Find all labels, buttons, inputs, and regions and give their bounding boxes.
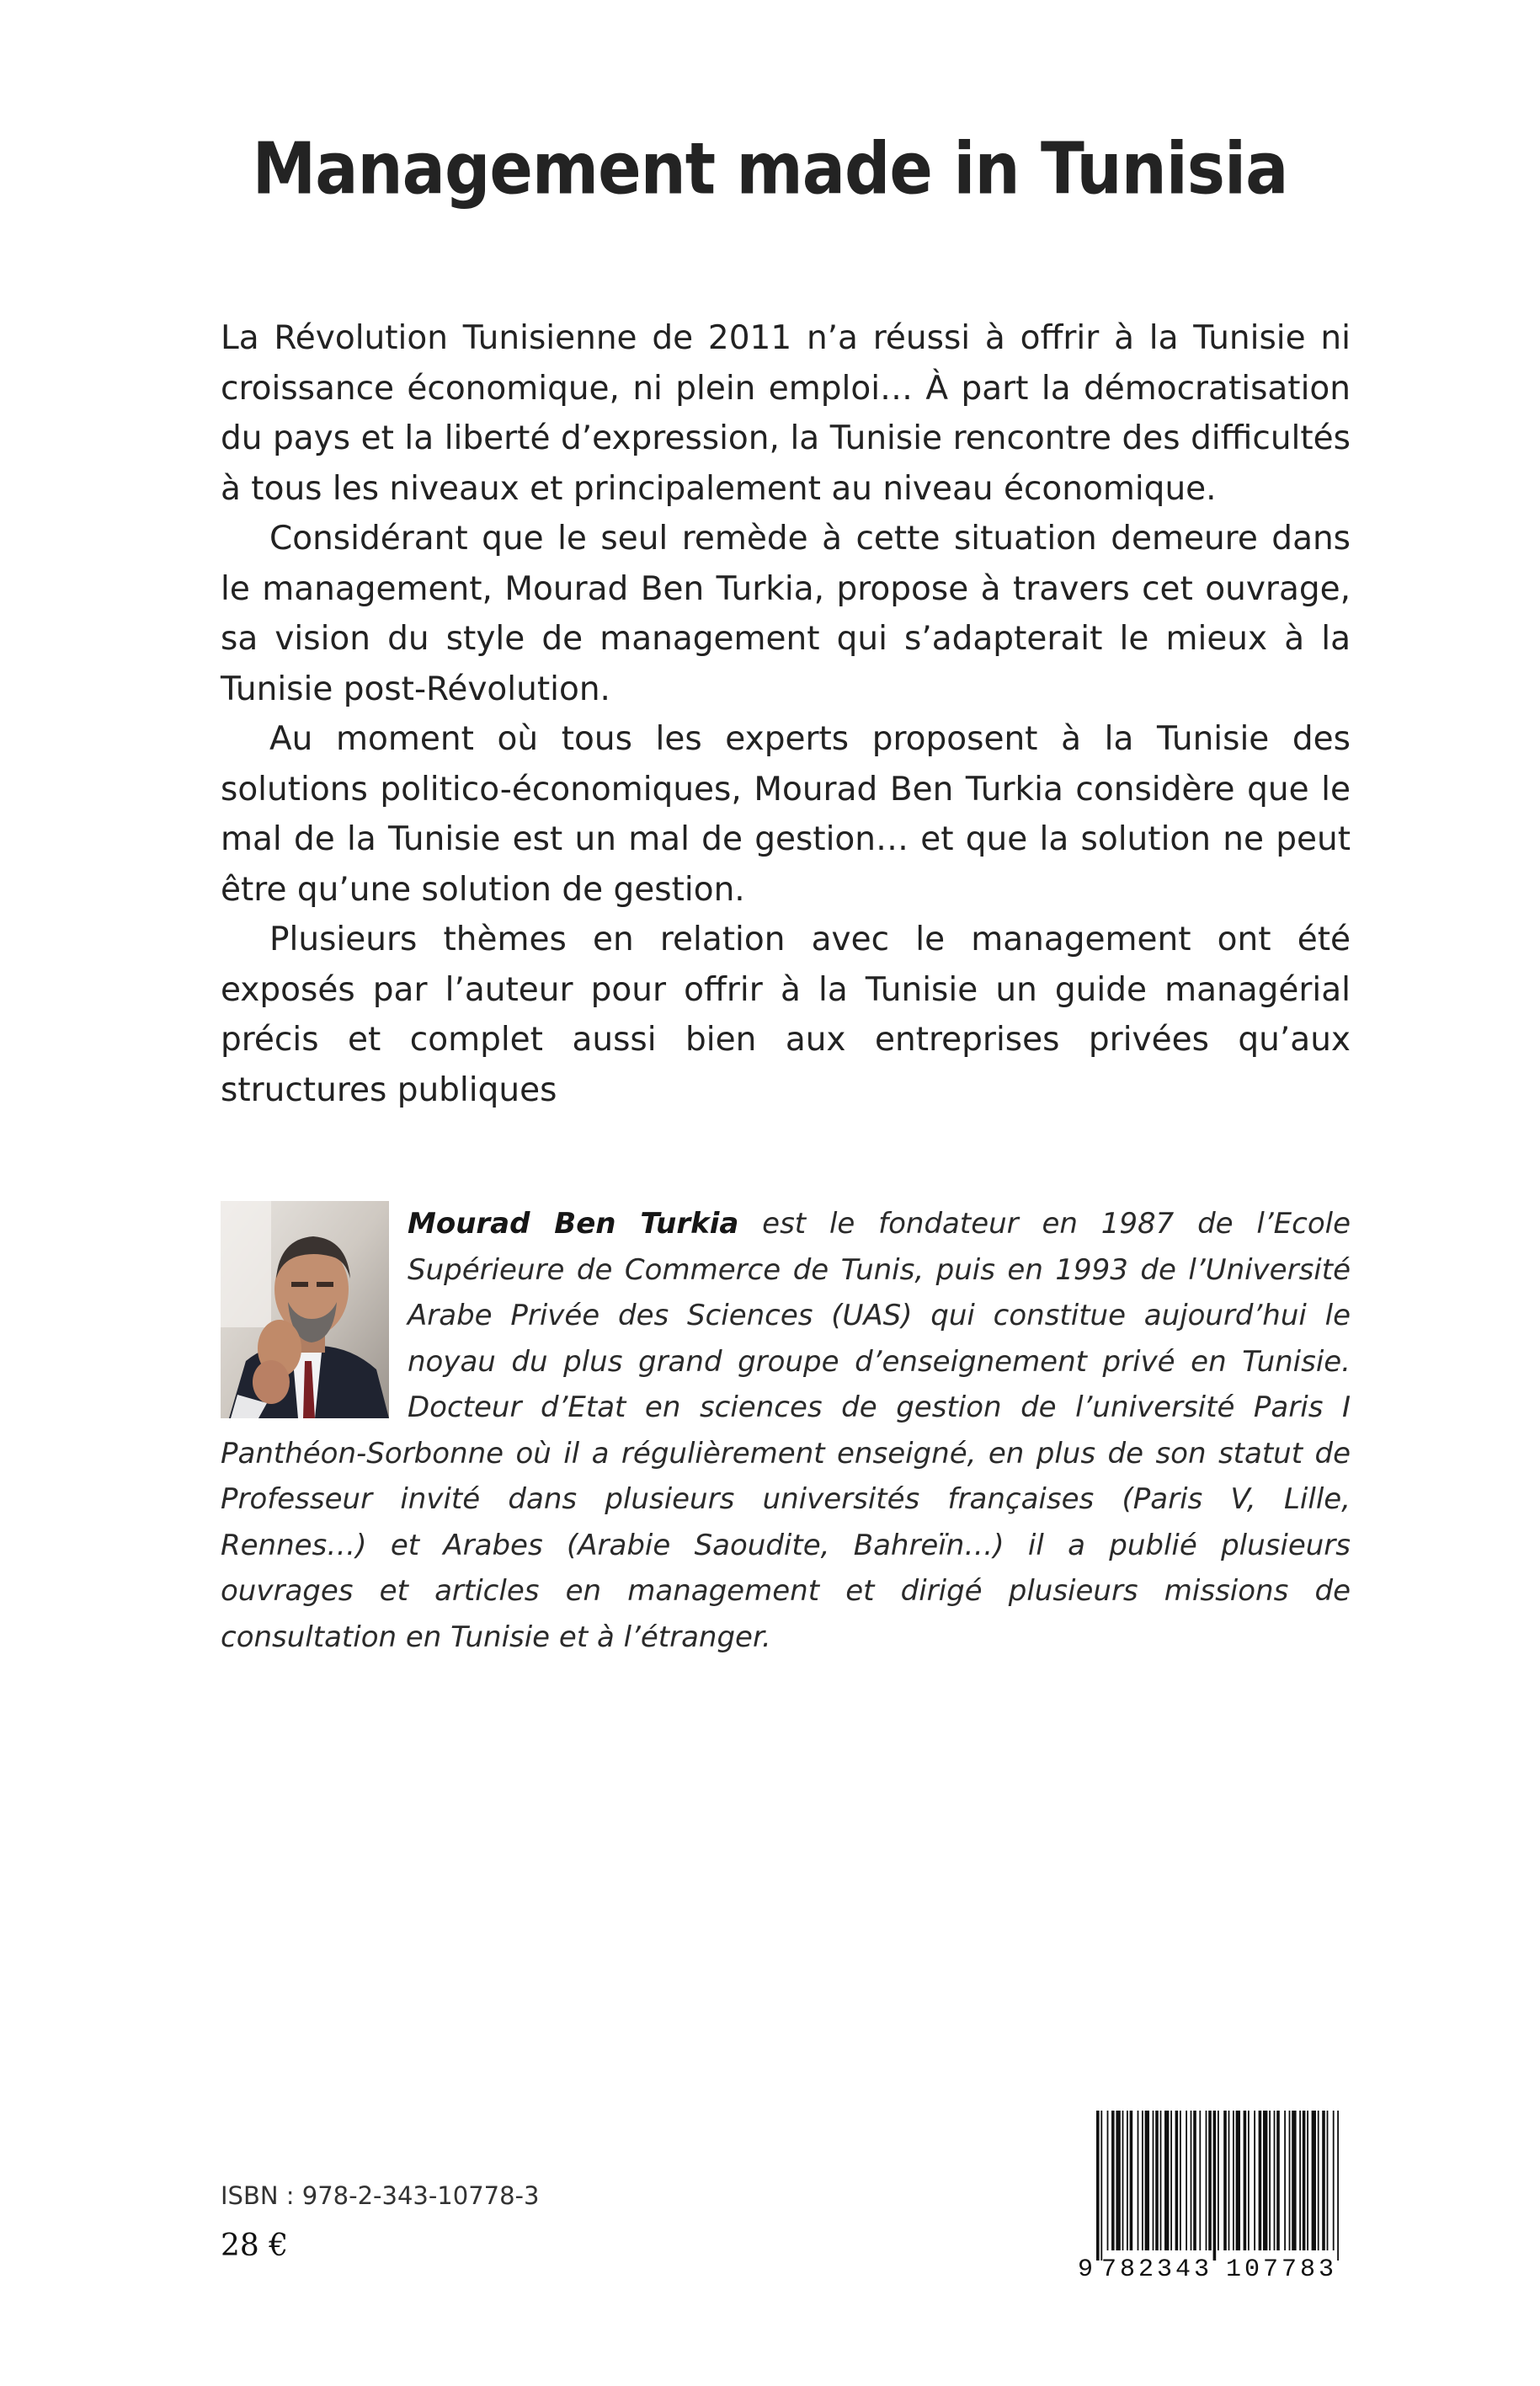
- barcode-bar: [1333, 2111, 1335, 2250]
- barcode-bar: [1170, 2111, 1172, 2250]
- barcode-digits-right: 107783: [1226, 2255, 1338, 2279]
- barcode-bar: [1130, 2111, 1133, 2250]
- barcode-bar: [1292, 2111, 1296, 2250]
- barcode-bar: [1299, 2111, 1301, 2250]
- barcode-bar: [1138, 2111, 1139, 2250]
- barcode-bar: [1208, 2111, 1212, 2250]
- barcode-bar: [1263, 2111, 1267, 2250]
- barcode-bar: [1122, 2111, 1124, 2250]
- blurb-paragraph: Au moment où tous les experts proposent à la Tunisie des solutions politico-économiques, Mourad Ben Turkia considère que le mal de la Tunisie est un mal de gestion… et que la solution ne peut être qu’une solution de gestion.: [221, 720, 1351, 909]
- barcode-bar: [1193, 2111, 1196, 2250]
- barcode-bar: [1191, 2111, 1192, 2250]
- barcode-bar: [1337, 2111, 1339, 2261]
- author-portrait-image: [221, 1201, 389, 1418]
- barcode-bar: [1269, 2111, 1271, 2250]
- blurb-paragraph: Considérant que le seul remède à cette situation demeure dans le management, Mourad Ben Turkia, propose à travers cet ouvrage, sa vision du style de management qui s’adapterait le mieux à la Tunisie post-Révolution.: [221, 520, 1351, 708]
- book-title: Management made in Tunisia: [252, 126, 1288, 211]
- barcode-bar: [1236, 2111, 1240, 2250]
- barcode-bar: [1233, 2111, 1234, 2250]
- barcode-bar: [1142, 2111, 1143, 2250]
- back-cover-blurb: [221, 313, 1351, 1115]
- barcode-bar: [1100, 2111, 1102, 2261]
- barcode-bar: [1303, 2111, 1306, 2250]
- barcode-bar: [1218, 2111, 1219, 2250]
- author-bio: [221, 1201, 1351, 1660]
- barcode-bar: [1248, 2111, 1250, 2250]
- barcode-bar: [1111, 2111, 1115, 2250]
- barcode-bar: [1274, 2111, 1276, 2250]
- barcode-bar: [1116, 2111, 1120, 2250]
- barcode-bar: [1206, 2111, 1207, 2250]
- barcode-bar: [1244, 2111, 1247, 2250]
- barcode-bar: [1145, 2111, 1149, 2250]
- barcode-bar: [1180, 2111, 1181, 2250]
- price: 28 €: [221, 2229, 289, 2263]
- barcode-bar: [1153, 2111, 1154, 2250]
- barcode-bar: [1175, 2111, 1179, 2250]
- barcode-bar: [1228, 2111, 1230, 2250]
- barcode-digits-left: 782343: [1101, 2255, 1213, 2279]
- barcode-bar: [1307, 2111, 1308, 2250]
- barcode-bar: [1127, 2111, 1128, 2250]
- barcode-bars: [1096, 2111, 1339, 2261]
- author-photo: [221, 1201, 389, 1418]
- blurb-paragraph: Plusieurs thèmes en relation avec le management ont été exposés par l’auteur pour offrir à la Tunisie un guide managérial précis et complet aussi bien aux entreprises privées qu’aux structures publiques: [221, 921, 1351, 1109]
- isbn: ISBN : 978-2-343-10778-3: [221, 2181, 540, 2210]
- author-name: Mourad Ben Turkia: [408, 1207, 739, 1241]
- barcode-bar: [1259, 2111, 1262, 2250]
- barcode-bar: [1155, 2111, 1159, 2250]
- barcode-bar: [1160, 2111, 1162, 2250]
- barcode: [1076, 2111, 1351, 2279]
- barcode-bar: [1284, 2111, 1286, 2250]
- barcode-bar: [1289, 2111, 1291, 2250]
- barcode-bar: [1107, 2111, 1109, 2250]
- barcode-bar: [1186, 2111, 1187, 2250]
- barcode-bar: [1327, 2111, 1329, 2250]
- barcode-bar: [1312, 2111, 1316, 2250]
- barcode-bar: [1199, 2111, 1201, 2250]
- barcode-bar: [1164, 2111, 1169, 2250]
- barcode-bar: [1223, 2111, 1227, 2250]
- barcode-bar: [1322, 2111, 1325, 2250]
- author-bio-text: est le fondateur en 1987 de l’Ecole Supérieure de Commerce de Tunis, puis en 1993 de l’Université Arabe Privée des Sciences (UAS) qui constitue aujourd’hui le noyau du plus grand groupe d’enseignement privé en Tunisie. Docteur d’Etat en sciences de gestion de l’université Paris I Panthéon-Sorbonne où il a régulièrement enseigné, en plus de son statut de Professeur invité dans plusieurs universités françaises (Paris V, Lille, Rennes…) et Arabes (Arabie Saoudite, Bahreïn…) il a publié plusieurs ouvrages et articles en management et dirigé plusieurs missions de consultation en Tunisie et à l’étranger.: [221, 1207, 1351, 1654]
- barcode-bar: [1276, 2111, 1280, 2250]
- barcode-digit-lead: 9: [1078, 2255, 1094, 2279]
- barcode-bar: [1096, 2111, 1100, 2261]
- barcode-bar: [1254, 2111, 1255, 2250]
- barcode-bar: [1318, 2111, 1319, 2250]
- barcode-bar: [1213, 2111, 1217, 2261]
- blurb-paragraph: La Révolution Tunisienne de 2011 n’a réussi à offrir à la Tunisie ni croissance économique, ni plein emploi… À part la démocratisation du pays et la liberté d’expression, la Tunisie rencontre des difficultés à tous les niveaux et principalement au niveau économique.: [221, 319, 1351, 508]
